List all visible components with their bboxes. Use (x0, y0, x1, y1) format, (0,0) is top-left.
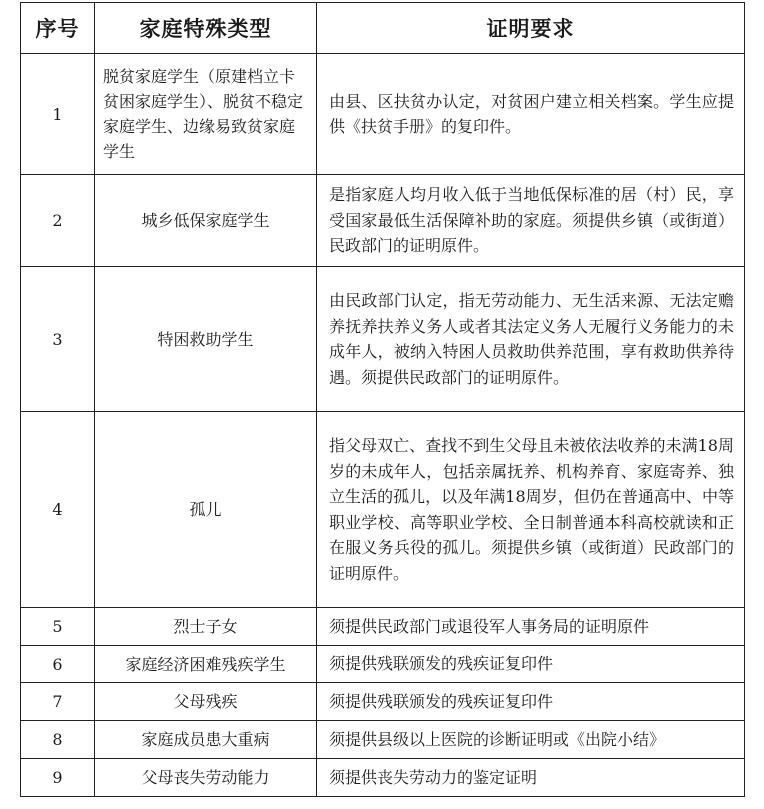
row-family-type: 孤儿 (95, 412, 317, 608)
row-requirement: 由民政部门认定，指无劳动能力、无生活来源、无法定赡养抚养扶养义务人或者其法定义务人无履行义务能力的未成年人，被纳入特困人员救助供养范围，享有救助供养待遇。须提供民政部门的证明原件。 (317, 267, 745, 412)
row-family-type: 脱贫家庭学生（原建档立卡贫困家庭学生）、脱贫不稳定家庭学生、边缘易致贫家庭学生 (95, 54, 317, 175)
row-number: 8 (21, 721, 95, 759)
row-family-type: 烈士子女 (95, 608, 317, 646)
row-number: 3 (21, 267, 95, 412)
header-requirement: 证明要求 (317, 3, 745, 54)
row-family-type: 父母丧失劳动能力 (95, 759, 317, 797)
row-family-type: 特困救助学生 (95, 267, 317, 412)
table-row (21, 54, 745, 175)
row-number: 5 (21, 608, 95, 646)
row-requirement: 指父母双亡、查找不到生父母且未被依法收养的未满18周岁的未成年人，包括亲属抚养、机构养育、家庭寄养、独立生活的孤儿，以及年满18周岁，但仍在普通高中、中等职业学校、高等职业学校、全日制普通本科高校就读和正在服义务兵役的孤儿。须提供乡镇（或街道）民政部门的证明原件。 (317, 412, 745, 608)
table-header-row (21, 3, 745, 54)
table-row (21, 267, 745, 412)
header-family-type: 家庭特殊类型 (95, 3, 317, 54)
table-row (21, 683, 745, 721)
row-number: 9 (21, 759, 95, 797)
row-requirement: 须提供残联颁发的残疾证复印件 (317, 646, 745, 683)
row-number: 1 (21, 54, 95, 175)
row-requirement: 须提供民政部门或退役军人事务局的证明原件 (317, 608, 745, 646)
row-family-type: 家庭经济困难残疾学生 (95, 646, 317, 683)
row-number: 6 (21, 646, 95, 683)
row-family-type: 城乡低保家庭学生 (95, 175, 317, 267)
table-row (21, 721, 745, 759)
row-requirement: 是指家庭人均月收入低于当地低保标准的居（村）民，享受国家最低生活保障补助的家庭。须提供乡镇（或街道）民政部门的证明原件。 (317, 175, 745, 267)
row-requirement: 须提供丧失劳动力的鉴定证明 (317, 759, 745, 797)
row-requirement: 由县、区扶贫办认定，对贫困户建立相关档案。学生应提供《扶贫手册》的复印件。 (317, 54, 745, 175)
row-family-type: 家庭成员患大重病 (95, 721, 317, 759)
row-number: 7 (21, 683, 95, 721)
requirements-table (20, 2, 745, 797)
table-row (21, 646, 745, 683)
row-number: 4 (21, 412, 95, 608)
row-requirement: 须提供县级以上医院的诊断证明或《出院小结》 (317, 721, 745, 759)
header-number: 序号 (21, 3, 95, 54)
table-row (21, 412, 745, 608)
row-number: 2 (21, 175, 95, 267)
table-row (21, 759, 745, 797)
table-row (21, 608, 745, 646)
table-row (21, 175, 745, 267)
row-requirement: 须提供残联颁发的残疾证复印件 (317, 683, 745, 721)
row-family-type: 父母残疾 (95, 683, 317, 721)
